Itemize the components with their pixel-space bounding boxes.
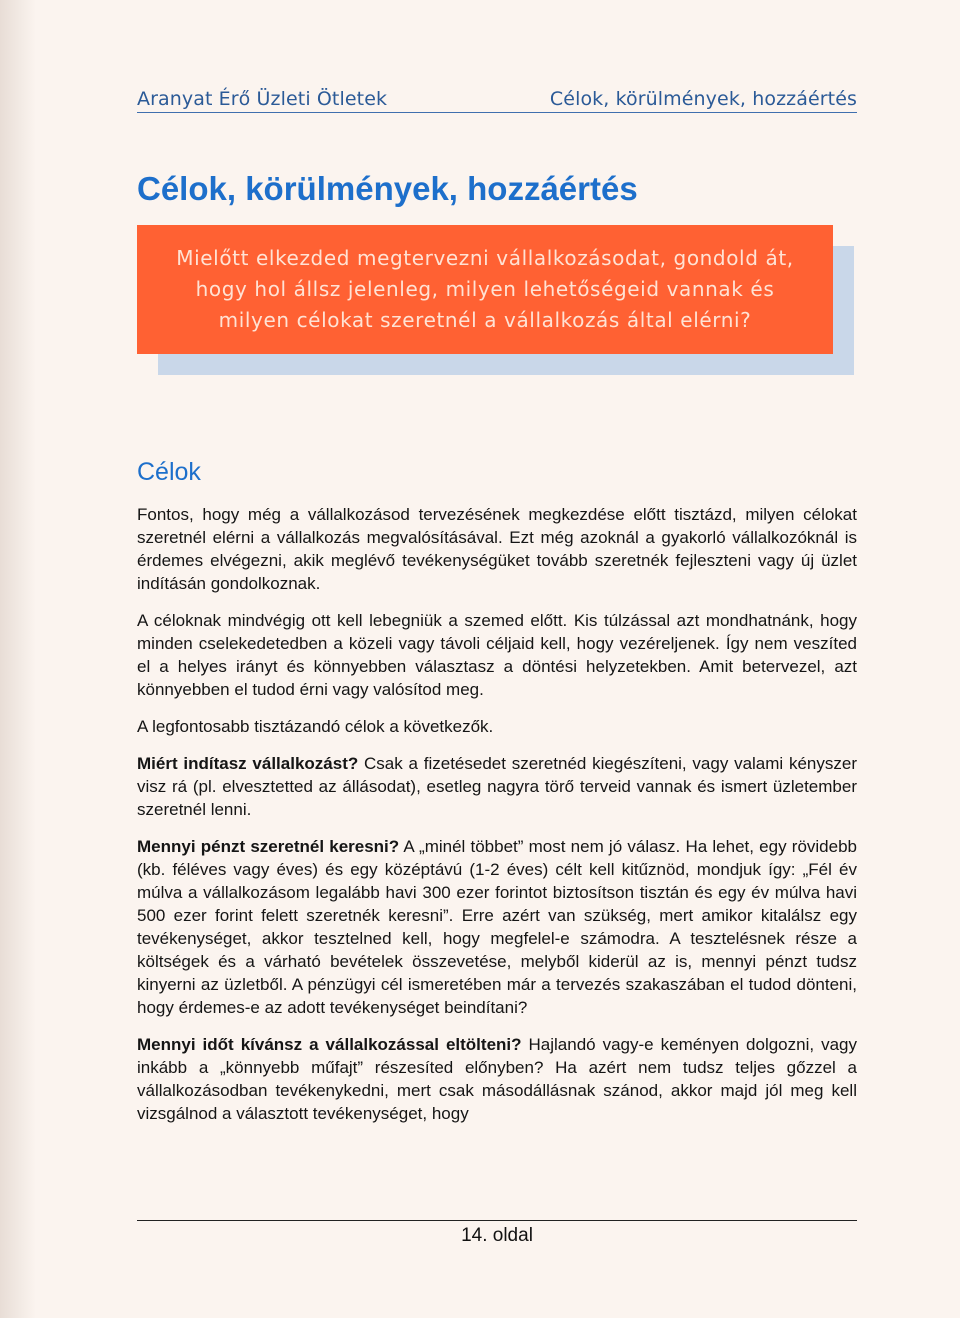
paragraph-5-body: A „minél többet” most nem jó válasz. Ha lehet, egy rövidebb (kb. féléves vagy éves) és egy középtávú (1-2 éves) célt kell kitűznöd, mondjuk így: „Fél év múlva a vállalkozásom legalább havi 300 ezer forintot biztosítson tisztán és egy év múlva havi 500 ezer forint felett szeretnék keresni”. Erre azért van szükség, mert amikor kitalálsz egy tevékenységet, akkor tesztelned kell, hogy megfelel-e számodra. A tesztelésnek része a költségek és a várható bevételek összevetése, melyből kiderül az is, mennyi pénzt tudsz kinyerni az üzletből. A pénzügyi cél ismeretében már a tervezés szakaszában el tudod dönteni, hogy érdemes-e az adott tevékenységet beindítani? [137, 837, 857, 1017]
callout-text [146, 243, 823, 336]
paragraph-6 [137, 1033, 857, 1125]
paragraph-5-lead: Mennyi pénzt szeretnél keresni? [137, 837, 400, 856]
header-book-title: Aranyat Érő Üzleti Ötletek [137, 88, 388, 110]
running-header [137, 84, 857, 113]
paragraph-5 [137, 835, 857, 1019]
chapter-title: Célok, körülmények, hozzáértés [137, 170, 638, 207]
page-edge-shadow [0, 0, 36, 1318]
paragraph-1: Fontos, hogy még a vállalkozásod tervezésének megkezdése előtt tisztázd, milyen célokat szeretnél elérni a vállalkozás megvalósításával. Ezt még azoknál a gyakorló vállalkozóknál is érdemes elvégezni, akik meglévő tevékenységüket tovább szeretnék fejleszteni vagy új üzlet indításán gondolkoznak. [137, 505, 857, 593]
paragraph-6-lead: Mennyi időt kívánsz a vállalkozással eltölteni? [137, 1035, 522, 1054]
callout-line-2: hogy hol állsz jelenleg, milyen lehetőségeid vannak és [195, 277, 775, 301]
header-chapter-title: Célok, körülmények, hozzáértés [549, 88, 857, 110]
paragraph-4 [137, 752, 857, 821]
running-footer [137, 1220, 857, 1247]
document-page [137, 0, 857, 1318]
paragraph-3: A legfontosabb tisztázandó célok a következők. [137, 717, 494, 736]
page-number: 14. oldal [461, 1225, 533, 1246]
paragraph-4-lead: Miért indítasz vállalkozást? [137, 754, 359, 773]
paragraph-2: A céloknak mindvégig ott kell lebegniük a szemed előtt. Kis túlzással azt mondhatnánk, hogy minden cselekedetedben a közeli vagy távoli céljaid kell, hogy vezéreljenek. Így nem veszíted el a helyes irányt és könnyebben választasz a döntési helyzetekben. Amit betervezel, azt könnyebben el tudod érni vagy valósítod meg. [137, 611, 857, 699]
paragraph-4-body: Csak a fizetésedet szeretnéd kiegészíteni, vagy valami kényszer visz rá (pl. elvesztetted az állásodat), esetleg nagyra törő terveid vannak és ismert üzletember szeretnél lenni. [137, 754, 857, 819]
callout-line-3: milyen célokat szeretnél a vállalkozás által elérni? [218, 308, 752, 332]
callout-box [137, 225, 833, 354]
callout-line-1: Mielőtt elkezded megtervezni vállalkozásodat, gondold át, [176, 246, 794, 270]
body-text [137, 503, 857, 1139]
paragraph-6-body: Hajlandó vagy-e keményen dolgozni, vagy inkább a „könnyebb műfajt” részesíted előnyben? Ha azért nem tudsz teljes gőzzel a vállalkozásodban tevékenykedni, mert csak másodállásnak szánod, akkor majd jól meg kell vizsgálnod a választott tevékenységet, hogy [137, 1035, 857, 1123]
section-title: Célok [137, 458, 201, 486]
